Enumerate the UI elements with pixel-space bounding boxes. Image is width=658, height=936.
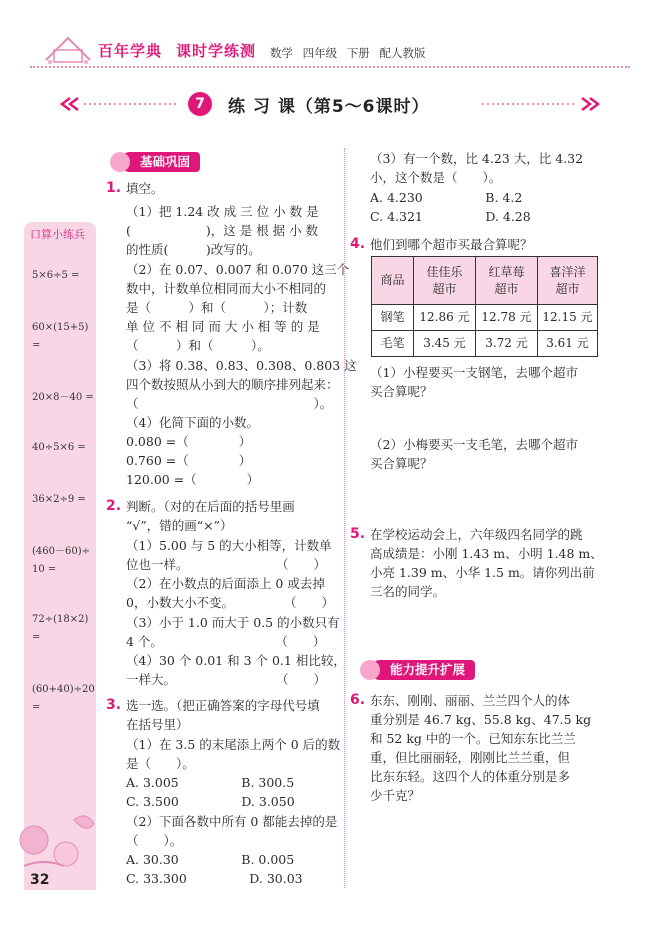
question-line: 和 52 kg 中的一个。已知东东比兰兰 <box>370 731 576 746</box>
brand-name: 百年学典 <box>98 42 163 60</box>
question-line: （ ）。 <box>126 396 333 411</box>
sidebar-item: 5×6÷5 = <box>32 270 80 281</box>
question-line: 买合算呢？ <box>370 456 433 471</box>
column-divider <box>344 148 345 888</box>
price-table <box>371 256 598 357</box>
header-meta: 数学 四年级 下册 配人教版 <box>270 46 426 60</box>
question-line: （ ）。 <box>126 833 183 848</box>
question-line: 填空。 <box>126 181 164 196</box>
question-number: 4. <box>350 236 366 252</box>
question-line: C. 33.300 D. 30.03 <box>126 871 303 886</box>
question-line: 重，但比丽丽轻，刚刚比兰兰重，但 <box>370 750 571 765</box>
question-line: “√”，错的画“×”） <box>126 518 233 533</box>
question-line: 判断。（对的在后面的括号里画 <box>126 499 295 514</box>
question-line: （ ）和（ ）。 <box>126 338 270 353</box>
question-line: C. 4.321 D. 4.28 <box>370 209 531 224</box>
question-line: 数中，计数单位相同而大小不相同的 <box>126 281 327 296</box>
table-cell: 毛笔 <box>372 331 414 357</box>
question-line: 重分别是 46.7 kg、55.8 kg、47.5 kg <box>370 712 592 727</box>
sidebar-item: 10 = <box>32 564 57 575</box>
question-line: （2）下面各数中所有 0 都能去掉的是 <box>126 814 338 829</box>
question-line: C. 3.500 D. 3.050 <box>126 794 295 809</box>
table-cell: 3.61 元 <box>538 331 598 357</box>
lesson-number-badge: 7 <box>188 92 212 116</box>
question-line: 单 位 不 相 同 而 大 小 相 等 的 是 <box>126 319 320 334</box>
sidebar-item: 40÷5×6 = <box>32 442 86 453</box>
question-line: A. 30.30 B. 0.005 <box>126 852 295 867</box>
question-text: 他们到哪个超市买最合算呢？ <box>370 237 533 252</box>
question-line: 小，这个数是（ ）。 <box>370 170 502 185</box>
question-line: （3）小于 1.0 而大于 0.5 的小数只有 <box>126 615 340 630</box>
brand-series: 课时学练测 <box>176 42 257 60</box>
sidebar-item: (460－60)÷ <box>32 546 90 557</box>
question-line: ( )，这 是 根 据 小 数 <box>126 223 319 238</box>
question-line: A. 4.230 B. 4.2 <box>370 190 523 205</box>
sidebar-item: 36×2÷9 = <box>32 494 86 505</box>
table-header: 佳佳乐 超市 <box>414 257 476 305</box>
lesson-title-row <box>60 90 600 120</box>
question-line: （3）有一个数，比 4.23 大，比 4.32 <box>370 151 584 166</box>
question-number: 2. <box>106 498 122 514</box>
question-line: 高成绩是：小刚 1.43 m、小明 1.48 m、 <box>370 546 603 561</box>
question-line: 买合算呢？ <box>370 384 433 399</box>
question-line: （1）小程要买一支钢笔，去哪个超市 <box>370 365 578 380</box>
question-line: 0.080 =（ ） <box>126 434 252 449</box>
sidebar-item: = <box>32 632 41 643</box>
question-line: 选一选。（把正确答案的字母代号填 <box>126 698 320 713</box>
question-line: 在括号里） <box>126 717 189 732</box>
section-title-advanced: 能力提升扩展 <box>390 662 466 677</box>
table-header: 商品 <box>372 257 414 305</box>
sidebar-item: (60+40)÷20 <box>32 684 95 695</box>
question-line: 比东东轻。这四个人的体重分别是多 <box>370 769 571 784</box>
page-number: 32 <box>30 872 50 888</box>
table-cell: 12.78 元 <box>476 305 538 331</box>
sidebar-item: 60×(15+5) <box>32 322 89 333</box>
table-header: 喜洋洋 超市 <box>538 257 598 305</box>
section-title-basic: 基础巩固 <box>140 154 191 169</box>
question-line: 的性质( )改写的。 <box>126 242 261 257</box>
question-line: 在学校运动会上，六年级四名同学的跳 <box>370 527 583 542</box>
question-line: （4）化简下面的小数。 <box>126 415 259 430</box>
table-cell: 钢笔 <box>372 305 414 331</box>
question-line: 120.00 =（ ） <box>126 472 260 487</box>
question-line: 少千克？ <box>370 788 421 803</box>
question-number: 3. <box>106 697 122 713</box>
question-line: 0，小数大小不变。 （ ） <box>126 595 334 610</box>
question-line: （2）在小数点的后面添上 0 或去掉 <box>126 576 325 591</box>
right-arrow-decoration-icon <box>480 96 600 112</box>
question-line: 四个数按照从小到大的顺序排列起来： <box>126 377 339 392</box>
sidebar-item: = <box>32 702 41 713</box>
header-divider <box>30 66 630 68</box>
question-line: （4）30 个 0.01 和 3 个 0.1 相比较， <box>126 653 346 668</box>
question-line: （1）在 3.5 的末尾添上两个 0 后的数 <box>126 737 341 752</box>
question-line: 东东、刚刚、丽丽、兰兰四个人的体 <box>370 693 571 708</box>
question-line: （3）将 0.38、0.83、0.308、0.803 这 <box>126 358 357 373</box>
table-header: 红草莓 超市 <box>476 257 538 305</box>
section-banner-basic <box>120 152 200 172</box>
house-logo-icon <box>40 30 96 66</box>
sidebar-item: = <box>32 340 41 351</box>
question-line: A. 3.005 B. 300.5 <box>126 775 295 790</box>
question-line: （1）5.00 与 5 的大小相等，计数单 <box>126 538 332 553</box>
lesson-title: 练 习 课（第5～6课时） <box>228 97 430 117</box>
sidebar-item: 72÷(18×2) <box>32 614 89 625</box>
table-cell: 12.15 元 <box>538 305 598 331</box>
question-line: 4 个。 （ ） <box>126 634 326 649</box>
section-banner-advanced <box>370 660 475 680</box>
header-brand <box>98 40 270 61</box>
question-line: 三名的同学。 <box>370 584 446 599</box>
table-cell: 3.45 元 <box>414 331 476 357</box>
table-cell: 3.72 元 <box>476 331 538 357</box>
question-line: 是（ ）和（ ）；计数 <box>126 300 308 315</box>
table-cell: 12.86 元 <box>414 305 476 331</box>
question-line: 位也一样。 （ ） <box>126 557 327 572</box>
question-line: 一样大。 （ ） <box>126 672 327 687</box>
question-line: （2）在 0.07、0.007 和 0.070 这三个 <box>126 262 350 277</box>
question-line: 是（ ）。 <box>126 756 195 771</box>
shells-decoration-icon <box>14 800 100 880</box>
question-number: 1. <box>106 180 122 196</box>
question-number: 5. <box>350 526 366 542</box>
sidebar-title: 口算小练兵 <box>30 228 85 241</box>
question-line: （1）把 1.24 改 成 三 位 小 数 是 <box>126 204 319 219</box>
question-line: （2）小梅要买一支毛笔，去哪个超市 <box>370 437 578 452</box>
question-line: 小亮 1.39 m、小华 1.5 m。请你列出前 <box>370 565 595 580</box>
sidebar-item: 20×8－40 = <box>32 392 94 403</box>
question-line: 0.760 =（ ） <box>126 453 252 468</box>
question-number: 6. <box>350 692 366 708</box>
banner-figure-icon <box>360 660 380 680</box>
left-arrow-decoration-icon <box>60 96 180 112</box>
banner-figure-icon <box>110 152 130 172</box>
